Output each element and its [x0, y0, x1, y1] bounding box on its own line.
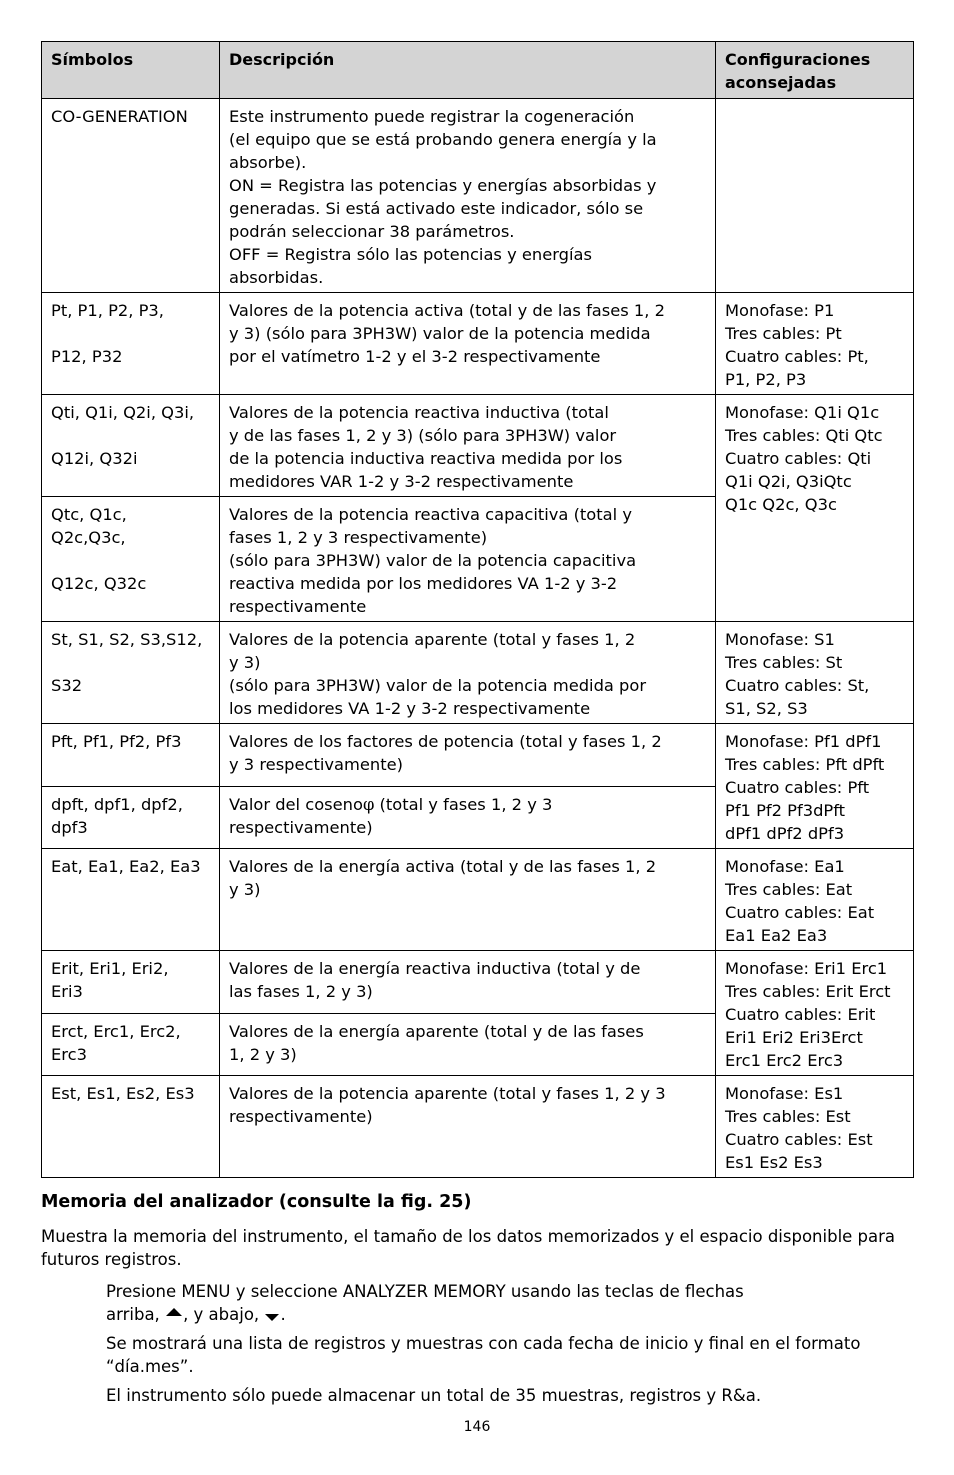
- desc-line: y 3) (sólo para 3PH3W) valor de la potencia medida: [229, 324, 651, 343]
- config-line: Cuatro cables: St,: [725, 676, 870, 695]
- desc-line: podrán seleccionar 38 parámetros.: [229, 222, 515, 241]
- desc-line: Valores de la energía activa (total y de las fases 1, 2: [229, 857, 657, 876]
- desc-line: (el equipo que se está probando genera energía y la: [229, 130, 657, 149]
- desc-line: por el vatímetro 1-2 y el 3-2 respectivamente: [229, 347, 601, 366]
- config-line: Monofase: P1: [725, 301, 835, 320]
- config-line: Tres cables: Eat: [725, 880, 853, 899]
- desc-line: medidores VAR 1-2 y 3-2 respectivamente: [229, 472, 574, 491]
- arrow-down-icon: [265, 1314, 279, 1321]
- desc-line: y 3): [229, 880, 261, 899]
- desc-line: (sólo para 3PH3W) valor de la potencia capacitiva: [229, 551, 637, 570]
- symbol-cell: [42, 293, 220, 395]
- symbol-line: Qti, Q1i, Q2i, Q3i,: [51, 403, 195, 422]
- config-line: Tres cables: Erit Erct: [725, 982, 891, 1001]
- header-config-line: aconsejadas: [725, 73, 837, 92]
- desc-line: las fases 1, 2 y 3): [229, 982, 373, 1001]
- config-line: Cuatro cables: Pt,: [725, 347, 869, 366]
- symbol-line: S32: [51, 676, 83, 695]
- config-cell: [716, 395, 914, 622]
- symbol-cell: Est, Es1, Es2, Es3: [42, 1076, 220, 1178]
- config-cell: [716, 951, 914, 1076]
- symbol-line: Q12i, Q32i: [51, 449, 138, 468]
- symbol-line: dpf3: [51, 817, 88, 837]
- step-text: arriba,: [106, 1305, 166, 1324]
- description-cell: [220, 724, 716, 787]
- symbol-line: Q2c,Q3c,: [51, 528, 126, 547]
- config-line: Monofase: Pf1 dPf1: [725, 732, 882, 751]
- config-line: Cuatro cables: Qti: [725, 449, 872, 468]
- desc-text: (total y fases 1, 2 y 3: [374, 794, 553, 814]
- symbol-line: Qtc, Q1c,: [51, 505, 127, 524]
- config-line: dPf1 dPf2 dPf3: [725, 824, 845, 843]
- desc-line: los medidores VA 1-2 y 3-2 respectivamente: [229, 699, 591, 718]
- symbol-cell: [42, 1013, 220, 1076]
- description-cell: [220, 395, 716, 497]
- symbol-line: Eri3: [51, 982, 83, 1001]
- config-line: P1, P2, P3: [725, 370, 807, 389]
- table-row: [42, 724, 914, 787]
- config-line: Tres cables: Pft dPft: [725, 755, 885, 774]
- symbol-cell: CO-GENERATION: [42, 99, 220, 293]
- desc-line: de la potencia inductiva reactiva medida por los: [229, 449, 623, 468]
- instruction-steps: [106, 1280, 906, 1413]
- table-row: [42, 1076, 914, 1178]
- header-description: Descripción: [220, 42, 716, 99]
- config-line: Cuatro cables: Pft: [725, 778, 870, 797]
- config-cell: [716, 99, 914, 293]
- desc-line: fases 1, 2 y 3 respectivamente): [229, 528, 488, 547]
- symbol-line: Pt, P1, P2, P3,: [51, 301, 164, 320]
- description-cell: [220, 1076, 716, 1178]
- header-config: [716, 42, 914, 99]
- description-cell: [220, 849, 716, 951]
- symbol-line: Erc3: [51, 1044, 87, 1064]
- header-config-line: Configuraciones: [725, 50, 871, 69]
- header-symbols: Símbolos: [42, 42, 220, 99]
- config-line: Tres cables: St: [725, 653, 843, 672]
- desc-line: Valores de la energía aparente (total y de las fases: [229, 1021, 644, 1041]
- config-cell: [716, 293, 914, 395]
- symbol-cell: [42, 497, 220, 622]
- desc-line: respectivamente): [229, 817, 373, 837]
- symbol-cell: [42, 951, 220, 1014]
- desc-line: respectivamente: [229, 597, 367, 616]
- symbol-line: Erct, Erc1, Erc2,: [51, 1021, 181, 1041]
- desc-line: Valores de la potencia aparente (total y fases 1, 2 y 3: [229, 1084, 666, 1103]
- step-paragraph: [106, 1280, 906, 1326]
- symbol-cell: Eat, Ea1, Ea2, Ea3: [42, 849, 220, 951]
- desc-line: OFF = Registra sólo las potencias y energías: [229, 245, 592, 264]
- description-cell: [220, 293, 716, 395]
- config-cell: [716, 724, 914, 849]
- table-row: [42, 849, 914, 951]
- desc-line: ON = Registra las potencias y energías absorbidas y: [229, 176, 657, 195]
- parameters-table: [41, 41, 914, 1178]
- desc-line: Valores de la potencia reactiva inductiva (total: [229, 403, 609, 422]
- table-row: [42, 293, 914, 395]
- desc-text: Valor del coseno: [229, 794, 363, 814]
- phi-symbol: φ: [362, 794, 375, 814]
- config-line: Q1c Q2c, Q3c: [725, 495, 837, 514]
- symbol-line: Q12c, Q32c: [51, 574, 147, 593]
- desc-line: 1, 2 y 3): [229, 1044, 297, 1064]
- description-cell: [220, 951, 716, 1014]
- section-heading: Memoria del analizador (consulte la fig. 25): [41, 1192, 472, 1212]
- table-row: [42, 99, 914, 293]
- config-line: S1, S2, S3: [725, 699, 808, 718]
- config-line: Eri1 Eri2 Eri3Erct: [725, 1028, 863, 1047]
- arrow-up-icon: [166, 1308, 182, 1316]
- symbol-cell: [42, 395, 220, 497]
- config-cell: [716, 1076, 914, 1178]
- config-line: Monofase: Eri1 Erc1: [725, 959, 888, 978]
- description-cell: [220, 497, 716, 622]
- config-line: Tres cables: Pt: [725, 324, 842, 343]
- table-header-row: [42, 42, 914, 99]
- config-line: Monofase: Ea1: [725, 857, 845, 876]
- symbol-line: Erit, Eri1, Eri2,: [51, 959, 169, 978]
- symbol-cell: Pft, Pf1, Pf2, Pf3: [42, 724, 220, 787]
- desc-line: y 3 respectivamente): [229, 755, 403, 774]
- step-line: Presione MENU y seleccione ANALYZER MEMORY usando las teclas de flechas: [106, 1282, 744, 1301]
- desc-line: generadas. Si está activado este indicador, sólo se: [229, 199, 644, 218]
- desc-line: Este instrumento puede registrar la cogeneración: [229, 107, 635, 126]
- step-paragraph: El instrumento sólo puede almacenar un total de 35 muestras, registros y R&a.: [106, 1386, 762, 1405]
- desc-line: Valores de la energía reactiva inductiva (total y de: [229, 959, 641, 978]
- table-row: [42, 395, 914, 497]
- symbol-cell: [42, 786, 220, 849]
- table-row: [42, 951, 914, 1014]
- desc-line: absorbe).: [229, 153, 307, 172]
- description-cell: [220, 786, 716, 849]
- desc-line: Valores de la potencia aparente (total y fases 1, 2: [229, 630, 636, 649]
- description-cell: [220, 1013, 716, 1076]
- description-cell: [220, 622, 716, 724]
- step-text: .: [280, 1305, 286, 1324]
- page-number: 146: [463, 1419, 491, 1435]
- config-line: Monofase: Es1: [725, 1084, 844, 1103]
- config-line: Monofase: S1: [725, 630, 835, 649]
- symbol-cell: [42, 622, 220, 724]
- desc-line: respectivamente): [229, 1107, 373, 1126]
- desc-line: reactiva medida por los medidores VA 1-2 y 3-2: [229, 574, 618, 593]
- desc-line: y de las fases 1, 2 y 3) (sólo para 3PH3W) valor: [229, 426, 617, 445]
- symbol-line: dpft, dpf1, dpf2,: [51, 794, 183, 814]
- config-line: Es1 Es2 Es3: [725, 1153, 823, 1172]
- config-line: Q1i Q2i, Q3iQtc: [725, 472, 852, 491]
- config-cell: [716, 622, 914, 724]
- table-row: [42, 622, 914, 724]
- description-cell: [220, 99, 716, 293]
- desc-line: (sólo para 3PH3W) valor de la potencia medida por: [229, 676, 647, 695]
- config-line: Tres cables: Est: [725, 1107, 851, 1126]
- config-line: Cuatro cables: Eat: [725, 903, 875, 922]
- config-line: Cuatro cables: Est: [725, 1130, 873, 1149]
- config-line: Pf1 Pf2 Pf3dPft: [725, 801, 846, 820]
- config-line: Erc1 Erc2 Erc3: [725, 1051, 844, 1070]
- config-line: Tres cables: Qti Qtc: [725, 426, 883, 445]
- desc-line: Valores de la potencia activa (total y de las fases 1, 2: [229, 301, 665, 320]
- step-paragraph: Se mostrará una lista de registros y muestras con cada fecha de inicio y final en el formato “día.mes”.: [106, 1334, 861, 1376]
- config-line: Ea1 Ea2 Ea3: [725, 926, 828, 945]
- symbol-line: St, S1, S2, S3,S12,: [51, 630, 203, 649]
- desc-line: [229, 793, 707, 816]
- symbol-line: P12, P32: [51, 347, 123, 366]
- desc-line: y 3): [229, 653, 261, 672]
- desc-line: absorbidas.: [229, 268, 324, 287]
- config-line: Cuatro cables: Erit: [725, 1005, 876, 1024]
- config-cell: [716, 849, 914, 951]
- desc-line: Valores de la potencia reactiva capacitiva (total y: [229, 505, 632, 524]
- config-line: Monofase: Q1i Q1c: [725, 403, 880, 422]
- section-intro: Muestra la memoria del instrumento, el tamaño de los datos memorizados y el espacio disponible para futuros registros.: [41, 1227, 896, 1269]
- step-text: , y abajo,: [183, 1305, 265, 1324]
- desc-line: Valores de los factores de potencia (total y fases 1, 2: [229, 732, 662, 751]
